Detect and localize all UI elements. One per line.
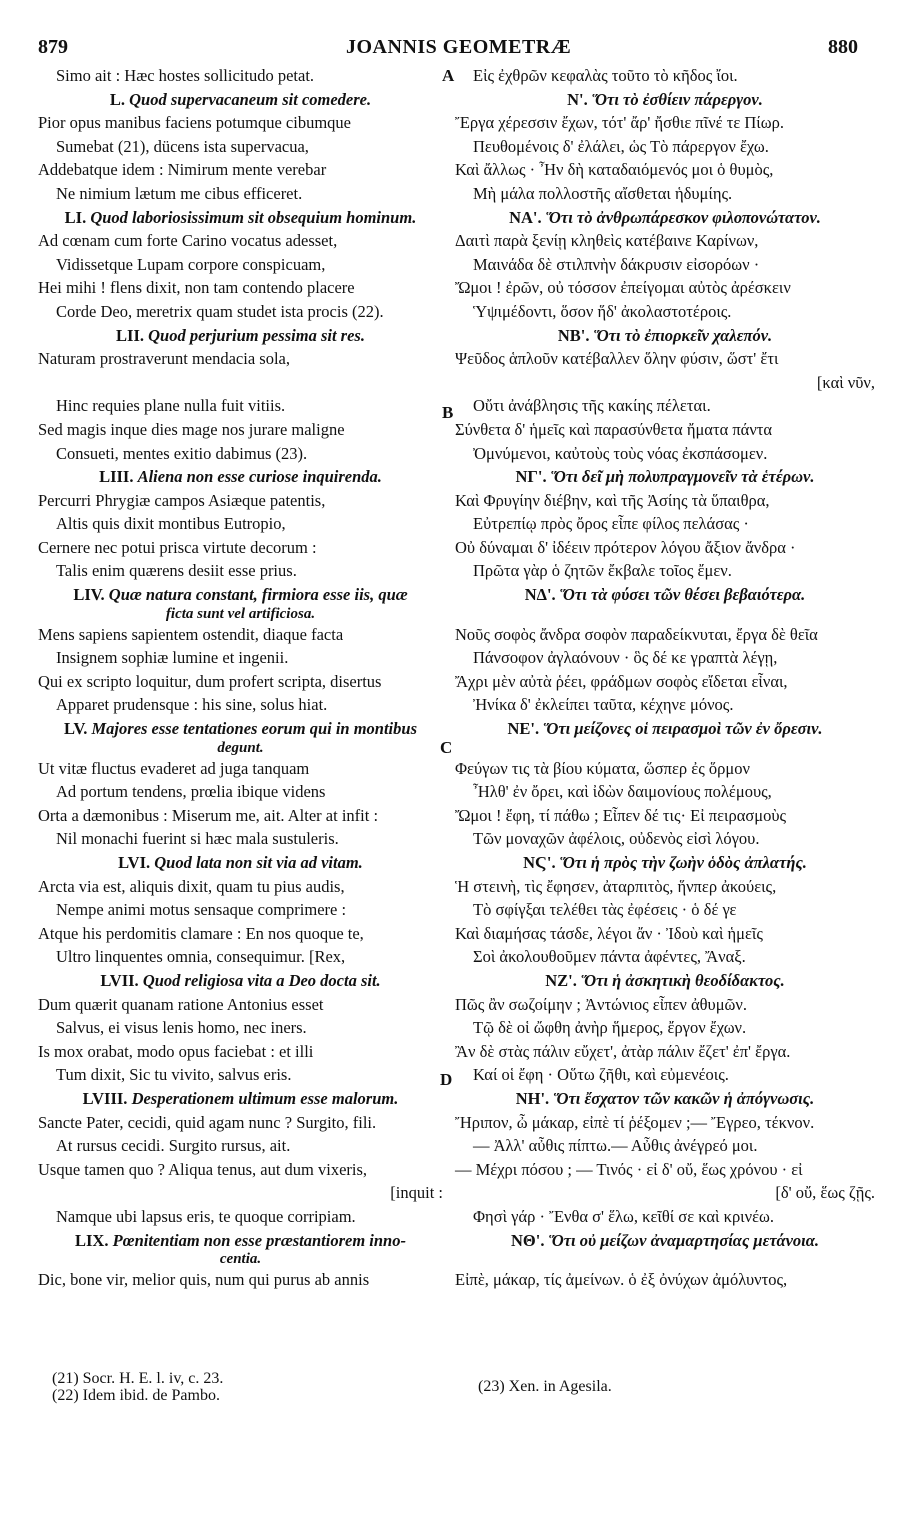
- section-heading: [455, 583, 875, 607]
- section-heading: [38, 969, 443, 993]
- verse-line: Πρῶτα γὰρ ὁ ζητῶν ἔκβαλε τοῖος ἔμεν.: [473, 561, 732, 581]
- section-heading: [455, 465, 875, 489]
- verse-line: Μὴ μάλα πολλοστῆς αἴσθεται ἡδυμίης.: [473, 183, 733, 203]
- verse-line: Ἤριπον, ὦ μάκαρ, εἰπὲ τί ῥέξομεν ;— Ἔγρεο, τέκνον.: [455, 1112, 815, 1132]
- verse-line: Naturam prostraverunt mendacia sola,: [38, 349, 290, 369]
- verse-line: Μαινάδα δὲ στιλπνὴν δάκρυσιν εἰσορόων ·: [473, 254, 760, 274]
- verse-line: Dic, bone vir, melior quis, num qui purus ab annis: [38, 1270, 370, 1290]
- section-heading: [38, 583, 443, 607]
- verse-line: Sumebat (21), dücens ista supervacua,: [56, 136, 309, 156]
- verse-line: Is mox orabat, modo opus faciebat : et illi: [38, 1041, 314, 1061]
- section-title: Pœnitentiam non esse præstantiorem inno-: [112, 1230, 406, 1250]
- section-heading: [455, 717, 875, 741]
- section-heading: [38, 1087, 443, 1111]
- section-title: Quod perjurium pessima sit res.: [148, 325, 365, 345]
- section-number: LVIII.: [82, 1088, 128, 1108]
- section-number: ΝϚ'.: [523, 853, 556, 872]
- verse-line: Altis quis dixit montibus Eutropio,: [56, 514, 286, 534]
- section-heading: [455, 88, 875, 112]
- verse-line: Arcta via est, aliquis dixit, quam tu pius audis,: [38, 876, 345, 896]
- section-title: Quod supervacaneum sit comedere.: [129, 89, 372, 109]
- verse-line: Τῷ δὲ οἱ ὤφθη ἀνὴρ ἥμερος, ἔργον ἔχων.: [473, 1018, 747, 1038]
- section-title: Ὅτι τὰ φύσει τῶν θέσει βεβαιότερα.: [559, 585, 806, 605]
- verse-line: Apparet prudensque : his sine, solus hiat.: [56, 695, 328, 715]
- verse-line: Atque his perdomitis clamare : En nos quoque te,: [38, 923, 364, 943]
- verse-line: Πάνσοφον ἀγλαόνουν · ὃς δέ κε γραπτὰ λέγῃ,: [473, 648, 778, 668]
- verse-line: Ἄχρι μὲν αὐτὰ ῥέει, φράδμων σοφὸς εἴδεται εἶναι,: [455, 671, 788, 691]
- section-title: Quod lata non sit via ad vitam.: [154, 853, 363, 872]
- section-number: LIII.: [99, 467, 134, 487]
- verse-line: Οὔτι ἀνάβλησις τῆς κακίης πέλεται.: [473, 396, 711, 416]
- verse-line: Tum dixit, Sic tu vivito, salvus eris.: [56, 1065, 292, 1085]
- section-title-continued: centia.: [219, 1251, 262, 1268]
- verse-line: Consueti, mentes exitio dabimus (23).: [56, 443, 308, 463]
- footnotes-right: [478, 1378, 612, 1395]
- verse-line: Percurri Phrygiæ campos Asiæque patentis,: [38, 490, 326, 510]
- verse-line: Ne nimium lætum me cibus efficeret.: [56, 183, 303, 203]
- section-mark-b: B: [442, 403, 454, 422]
- section-number: L.: [109, 89, 126, 109]
- section-heading: [455, 324, 875, 348]
- blank-line: [455, 741, 875, 757]
- verse-line: Πῶς ἂν σωζοίμην ; Ἀντώνιος εἶπεν ἀθυμῶν.: [455, 994, 747, 1014]
- verse-line: Hinc requies plane nulla fuit vitiis.: [56, 396, 286, 416]
- verse-line: Φησὶ γάρ · Ἔνθα σ' ἕλω, κεῖθί σε καὶ κρινέω.: [473, 1206, 774, 1226]
- section-number: ΝΖ'.: [545, 970, 577, 990]
- verse-line: Corde Deo, meretrix quam studet ista procis (22).: [56, 301, 384, 321]
- section-heading: [38, 1229, 443, 1253]
- verse-line: Salvus, ei visus lenis homo, nec iners.: [56, 1018, 307, 1038]
- section-heading: [455, 851, 875, 875]
- running-title: JOANNIS GEOMETRÆ: [346, 36, 572, 58]
- section-title: Quod religiosa vita a Deo docta sit.: [142, 970, 381, 990]
- section-number: ΝΑ'.: [509, 207, 542, 227]
- verse-line: Εἰς ἐχθρῶν κεφαλὰς τοῦτο τὸ κῆδος ἴοι.: [473, 66, 738, 85]
- section-number: ΝΒ'.: [557, 325, 590, 345]
- section-mark-a: A: [442, 66, 455, 85]
- footnote: (22) Idem ibid. de Pambo.: [52, 1387, 220, 1404]
- verse-line: Insignem sophiæ lumine et ingenii.: [56, 648, 289, 668]
- verse-line: Sed magis inque dies mage nos jurare maligne: [38, 419, 345, 439]
- verse-line: Πευθομένοις δ' ἐλάλει, ὡς Τὸ πάρεργον ἔχω.: [473, 136, 769, 156]
- verse-line: [δ' οὔ, ἕως ζῇς.: [775, 1183, 875, 1203]
- verse-line: Vidissetque Lupam corpore conspicuam,: [56, 254, 326, 274]
- verse-line: Nempe animi motus sensaque comprimere :: [56, 900, 347, 920]
- section-number: ΝΓ'.: [515, 467, 547, 487]
- blank-line: [455, 607, 875, 623]
- blank-line: [38, 371, 443, 395]
- section-title: Quæ natura constant, firmiora esse iis, quæ: [108, 585, 408, 605]
- verse-line: Καὶ ἄλλως · Ἦν δὴ καταδαιόμενός μοι ὁ θυμὸς,: [455, 160, 774, 180]
- verse-line: Ὀμνύμενοι, καὐτοὺς τοὺς νόας ἐκσπάσομεν.: [473, 443, 768, 463]
- section-heading: [38, 324, 443, 348]
- section-title: Ὅτι μείζονες οἱ πειρασμοὶ τῶν ἐν ὄρεσιν.: [543, 719, 823, 739]
- section-title: Ὅτι τὸ ἀνθρωπάρεσκον φιλοπονώτατον.: [545, 207, 821, 227]
- verse-line: Usque tamen quo ? Aliqua tenus, aut dum vixeris,: [38, 1159, 368, 1179]
- section-number: LIX.: [75, 1230, 109, 1250]
- verse-line: Ἠνίκα δ' ἐκλείπει ταῦτα, κέχηνε μόνος.: [473, 695, 734, 715]
- section-title: Ὅτι ἡ ἀσκητικὴ θεοδίδακτος.: [581, 970, 785, 990]
- section-heading: [38, 206, 443, 230]
- verse-line: Qui ex scripto loquitur, dum profert scripta, disertus: [38, 671, 382, 691]
- section-title: Majores esse tentationes eorum qui in montibus: [91, 719, 417, 739]
- verse-line: Καί οἱ ἔφη · Οὕτω ζῆθι, καὶ εὐμενέοις.: [473, 1065, 729, 1085]
- greek-column: [455, 64, 875, 1292]
- footnote: (23) Xen. in Agesila.: [478, 1378, 612, 1395]
- verse-line: Ad portum tendens, prœlia ibique videns: [56, 782, 326, 802]
- section-number: LVII.: [100, 970, 139, 990]
- section-title: Aliena non esse curiose inquirenda.: [137, 467, 382, 487]
- section-heading: [38, 851, 443, 875]
- section-heading: [455, 969, 875, 993]
- latin-column: [38, 64, 443, 1292]
- section-number: LII.: [116, 325, 144, 345]
- verse-line: Ἔργα χέρεσσιν ἔχων, τότ' ἄρ' ἤσθιε πῖνέ τε Πίωρ.: [455, 113, 784, 133]
- section-heading: [38, 717, 443, 741]
- verse-line: Nil monachi fuerint si hæc mala sustuleris.: [56, 829, 339, 849]
- verse-line: Simo ait : Hæc hostes sollicitudo petat.: [56, 66, 315, 85]
- section-title: Ὅτι οὐ μείζων ἀναμαρτησίας μετάνοια.: [548, 1230, 819, 1250]
- verse-line: Cernere nec potui prisca virtute decorum :: [38, 537, 317, 557]
- section-title: Ὅτι τὸ ἐσθίειν πάρεργον.: [591, 89, 763, 109]
- verse-line: Καὶ διαμήσας τάσδε, λέγοι ἄν · Ἰδοὺ καὶ ἡμεῖς: [455, 923, 763, 943]
- section-number: LVI.: [118, 853, 151, 872]
- footnotes-left: [52, 1370, 223, 1404]
- verse-line: Orta a dæmonibus : Miserum me, ait. Alter at infit :: [38, 805, 379, 825]
- section-number: Ν'.: [567, 89, 588, 109]
- verse-line: Καὶ Φρυγίην διέβην, καὶ τῆς Ἀσίης τὰ ὕπαιθρα,: [455, 490, 770, 510]
- section-heading: [455, 206, 875, 230]
- section-title: Ὅτι ἔσχατον τῶν κακῶν ἡ ἀπόγνωσις.: [553, 1088, 815, 1108]
- verse-line: Οὐ δύναμαι δ' ἰδέειν πρότερον λόγου ἄξιον ἄνδρα ·: [455, 537, 796, 557]
- footnote: (21) Socr. H. E. l. iv, c. 23.: [52, 1370, 224, 1387]
- section-heading: [38, 88, 443, 112]
- section-mark-c: C: [440, 738, 453, 757]
- verse-line: At rursus cecidi. Surgito rursus, ait.: [56, 1136, 291, 1156]
- section-number: LV.: [63, 719, 88, 739]
- verse-line: [καὶ νῦν,: [816, 372, 875, 392]
- verse-line: Ut vitæ fluctus evaderet ad juga tanquam: [38, 758, 310, 778]
- section-title: Desperationem ultimum esse malorum.: [131, 1088, 399, 1108]
- section-heading: [455, 1229, 875, 1253]
- verse-line: Addebatque idem : Nimirum mente verebar: [38, 160, 327, 180]
- verse-line: Sancte Pater, cecidi, quid agam nunc ? Surgito, fili.: [38, 1112, 377, 1132]
- section-heading: [455, 1087, 875, 1111]
- section-title-continued: ficta sunt vel artificiosa.: [165, 605, 316, 622]
- verse-line: Hei mihi ! flens dixit, non tam contendo placere: [38, 278, 355, 298]
- section-number: ΝΔ'.: [524, 585, 556, 605]
- verse-line: Εἰπὲ, μάκαρ, τίς ἀμείνων. ὁ ἐξ ὀνύχων ἀμόλυντος,: [455, 1270, 788, 1290]
- verse-line: Σοὶ ἀκολουθοῦμεν πάντα ἀφέντες, Ἄναξ.: [473, 947, 746, 967]
- verse-line: Pior opus manibus faciens potumque cibumque: [38, 113, 351, 133]
- verse-line: Σύνθετα δ' ἡμεῖς καὶ παρασύνθετα ἤματα πάντα: [455, 419, 773, 439]
- verse-line: Εὐτρεπίῳ πρὸς ὄρος εἶπε φίλος πελάσας ·: [473, 514, 749, 534]
- section-number: LIV.: [73, 585, 105, 605]
- verse-line: Νοῦς σοφὸς ἄνδρα σοφὸν παραδείκνυται, ἔργα δὲ θεῖα: [455, 624, 818, 644]
- section-number: ΝΕ'.: [507, 719, 540, 739]
- verse-line: Dum quærit quanam ratione Antonius esset: [38, 994, 324, 1014]
- verse-line: Ad cœnam cum forte Carino vocatus adesset,: [38, 231, 338, 251]
- verse-line: Ἂν δὲ στὰς πάλιν εὔχετ', ἀτὰρ πάλιν ἔζετ' ἐπ' ἔργα.: [455, 1041, 791, 1061]
- verse-line: Τὸ σφίγξαι τελέθει τὰς ἐφέσεις · ὁ δέ γε: [473, 900, 737, 920]
- section-title: Quod laboriosissimum sit obsequium hominum.: [90, 207, 417, 227]
- page-number-left: 879: [38, 36, 68, 58]
- verse-line: Ὤμοι ! ἐρῶν, οὐ τόσσον ἐπείγομαι αὐτὸς ἀρέσκειν: [455, 278, 791, 298]
- verse-line: Talis enim quærens desiit esse prius.: [56, 561, 297, 581]
- section-heading: [38, 465, 443, 489]
- verse-line: Ψεῦδος ἁπλοῦν κατέβαλλεν ὅλην φύσιν, ὥστ' ἔτι: [455, 349, 779, 369]
- section-title: Ὅτι δεῖ μὴ πολυπραγμονεῖν τὰ ἑτέρων.: [550, 467, 815, 487]
- section-number: ΝΗ'.: [515, 1088, 550, 1108]
- verse-line: Ἡ στεινὴ, τὶς ἔφησεν, ἀταρπιτὸς, ἥνπερ ἀκούεις,: [455, 876, 777, 896]
- verse-line: Ὑψιμέδοντι, ὅσον ἥδ' ἀκολαστοτέροις.: [473, 301, 732, 321]
- verse-line: — Ἀλλ' αὖθις πίπτω.— Αὖθις ἀνέγρεό μοι.: [473, 1136, 758, 1156]
- verse-line: Ἦλθ' ἐν ὄρει, καὶ ἰδὼν δαιμονίους πολέμους,: [473, 782, 772, 802]
- page-number-right: 880: [828, 36, 858, 58]
- verse-line: — Μέχρι πόσου ; — Τινός · εἰ δ' οὔ, ἕως χρόνου · εἰ: [455, 1159, 803, 1179]
- verse-line: [inquit :: [390, 1183, 443, 1203]
- verse-line: Τῶν μοναχῶν ἀφέλοις, οὐδενὸς εἰσὶ λόγου.: [473, 829, 760, 849]
- verse-line: Ultro linquentes omnia, consequimur. [Rex,: [56, 947, 346, 967]
- section-number: ΝΘ'.: [510, 1230, 545, 1250]
- verse-line: Ὤμοι ! ἔφη, τί πάθω ; Εἶπεν δέ τις· Εἰ πειρασμοὺς: [455, 805, 787, 825]
- verse-line: Mens sapiens sapientem ostendit, diaque facta: [38, 624, 344, 644]
- verse-line: Namque ubi lapsus eris, te quoque corripiam.: [56, 1206, 356, 1226]
- section-number: LI.: [64, 207, 87, 227]
- verse-line: Δαιτὶ παρὰ ξενίῃ κληθεὶς κατέβαινε Καρίνων,: [455, 231, 759, 251]
- section-title-continued: degunt.: [217, 739, 264, 756]
- section-title: Ὅτι τὸ ἐπιορκεῖν χαλεπόν.: [593, 325, 773, 345]
- section-mark-d: D: [440, 1070, 453, 1089]
- section-title: Ὅτι ἡ πρὸς τὴν ζωὴν ὁδὸς ἀπλατής.: [559, 853, 807, 872]
- verse-line: Φεύγων τις τὰ βίου κύματα, ὥσπερ ἐς ὅρμον: [455, 758, 750, 778]
- blank-line: [455, 1252, 875, 1268]
